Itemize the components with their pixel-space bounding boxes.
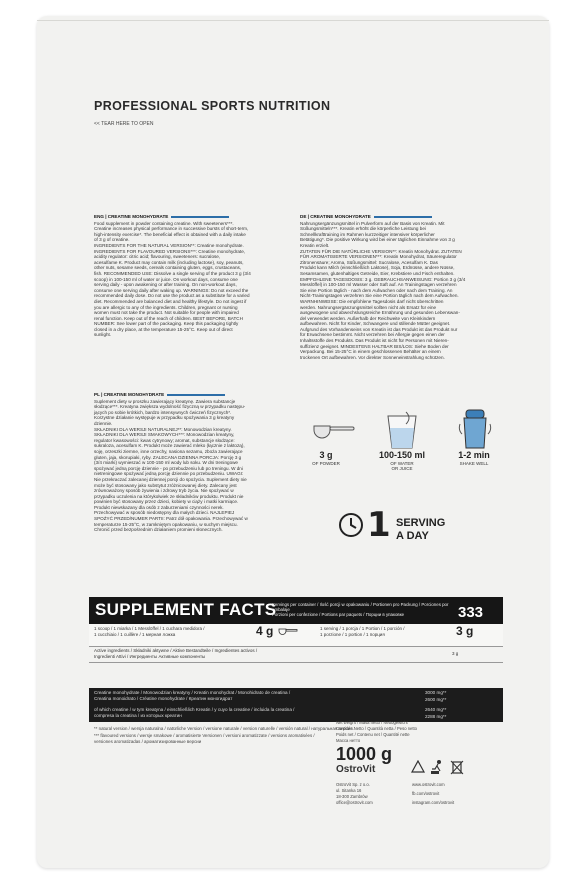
net-line-1: Net weight / Masa netto / Nettogewicht bbox=[336, 720, 408, 725]
de-text-line: WARNHINWEISE: Die empfohlene Tagesdosis darf nicht überschritten bbox=[300, 298, 444, 304]
de-text-line: Zitronensäure; Aroma, Süßungsmittel: Sucralose, Acesulfam K. Das bbox=[300, 259, 438, 265]
eng-text-line: Food supplement in powder containing creatine. With sweeteners***. bbox=[94, 220, 234, 226]
instagram-link[interactable]: instagram.com/ostrovit bbox=[412, 800, 455, 805]
creatine-value-2: 2600 mg** bbox=[425, 697, 447, 702]
pl-text-line: SKŁADNIKI DLA WERSJI NATURALNEJ**: Monowodzian kreatyny. bbox=[94, 426, 232, 432]
pl-text-line: Chronić przed bezpośrednim działaniem promieni słonecznych. bbox=[94, 527, 223, 533]
accent-bar bbox=[171, 216, 229, 218]
de-text-line: suffizienz geeignet. MINDESTENS HALTBAR BIS/LOS: Siehe Boden der bbox=[300, 343, 449, 349]
pl-text-line: jących po sobie krótkich, bardzo intensywnych ćwiczeń fizycznych*. bbox=[94, 409, 232, 415]
containers-value: 333 bbox=[458, 604, 484, 621]
de-section bbox=[300, 214, 498, 360]
eng-text-line: NUMBER: See lower part of the packaging. Keep this packaging tightly bbox=[94, 321, 239, 327]
eng-text-line: serving daily - upon awakening or after training. On non-workout days, bbox=[94, 282, 237, 288]
eng-text-line: recommended daily dose. Do not use the product as a substitute for a varied bbox=[94, 293, 250, 299]
shaker-icon bbox=[458, 408, 492, 450]
pl-text-line: nietreningowe spożywać jedną porcję dziennie po przebudzeniu. UWAGI: bbox=[94, 471, 244, 477]
powder-label: OF POWDER bbox=[312, 461, 340, 466]
de-text-line: Nicht-Trainingstagen verzehren Sie eine Portion täglich nach dem Aufwachen. bbox=[300, 293, 459, 299]
pl-text-line: przypadku uczulenia na którykolwiek ze składników produktu. Produkt nie bbox=[94, 493, 244, 499]
eng-text bbox=[94, 221, 285, 338]
pl-text-line: może być stosowany jako substytut zróżnicowanej diety. Zalecany jest bbox=[94, 482, 237, 488]
facts-title: SUPPLEMENT FACTS bbox=[95, 600, 277, 619]
scoop-value: 4 g bbox=[256, 624, 274, 638]
de-text-line: Kreatin erzielt. bbox=[300, 242, 330, 248]
divider bbox=[89, 662, 503, 663]
de-text-line: trockenen Ort aufbewahren. Vor direkter Sonneneinstrahlung schützen. bbox=[300, 354, 445, 360]
eng-text-line: high-intensity exercise*. The beneficial effect is obtained with a daily intake bbox=[94, 231, 246, 237]
serving-line-1: SERVING bbox=[396, 517, 446, 529]
company-line-3: 18-300 Zambrów bbox=[336, 794, 368, 799]
pl-text-line: zrównoważony sposób żywienia i zdrowy tryb życia. Nie spożywać w bbox=[94, 488, 234, 494]
pl-text-line: Nie przekraczać zalecanej dziennej porcji do spożycia. Suplement diety nie bbox=[94, 476, 247, 482]
de-text-line: Sesamsamen, glutenhaltiges Getreide, Eier, Krebstiere und Fisch enthalten. bbox=[300, 270, 455, 276]
facebook-link[interactable]: fb.com/ostrovit bbox=[412, 791, 440, 796]
eng-section bbox=[94, 214, 285, 338]
water-label-2: OR JUICE bbox=[391, 466, 413, 471]
pl-text-line: Korzystne działanie występuje w przypadku spożywania 3 g kreatyny bbox=[94, 415, 235, 421]
net-line-3: Poids net / Contenu net / Quantité nette bbox=[336, 732, 410, 737]
de-text-line: aufbewahren. Nicht für Kinder, Schwangere und stillende Mütter geeignet. bbox=[300, 321, 451, 327]
eng-text-line: acesulfame K. Product may contain milk (including lactose), soy, peanuts, bbox=[94, 259, 244, 265]
eng-text-line: of 3 g of creatine. bbox=[94, 237, 130, 243]
eng-text-line: renal function. Keep out of the reach of children. BEST BEFORE, BATCH bbox=[94, 315, 243, 321]
serving-line-2: A DAY bbox=[396, 530, 429, 542]
pl-text-line: Przechowywać w sposób niedostępny dla małych dzieci. NAJLEPIEJ bbox=[94, 510, 235, 516]
eng-text-line: INGREDIENTS FOR THE NATURAL VERSION**: Creatine monohydrate. bbox=[94, 242, 244, 248]
de-text-line: FÜR AROMATISIERTE VERSIONEN***: Kreatin Monohydrat, Säureregulator bbox=[300, 254, 457, 260]
scoop-line-1: 1 scoop / 1 miarka / 1 Messlöffel / 1 cuchara medidora / bbox=[94, 626, 205, 631]
creatine-line-2: Creatina monoidrato / Créatine monohydrate / Креатин моногидрат bbox=[94, 696, 233, 701]
brand-line: PROFESSIONAL SPORTS NUTRITION bbox=[94, 99, 331, 113]
of-which-line-2: compresa la creatina / из которых креатин bbox=[94, 713, 182, 718]
serving-value: 3 g bbox=[456, 624, 474, 638]
of-which-value-2: 2288 mg** bbox=[425, 714, 447, 719]
pl-text-line: dziennie. bbox=[94, 420, 113, 426]
clock-icon bbox=[338, 512, 364, 538]
de-text-line: Verpackung. Bei 15-25°C in einem geschlossenen Behälter an einem bbox=[300, 349, 441, 355]
eng-title: ENG | CREATINE MONOHYDRATE bbox=[94, 214, 169, 219]
eng-text-line: diet. Recommended are balanced diet and healthy lifestyle. Do not ingest if bbox=[94, 298, 247, 304]
de-text-line: Sie eine Portion täglich - nach dem Aufwachen oder nach dem Training. An bbox=[300, 287, 453, 293]
company-line-4: office@ostrovit.com bbox=[336, 800, 373, 805]
water-amount: 100-150 ml bbox=[378, 450, 426, 460]
pl-section bbox=[94, 392, 285, 533]
water-label: OF WATER bbox=[390, 461, 414, 466]
company-line-2: ul. Sitanka 16 bbox=[336, 788, 362, 793]
de-text-line: EMPFOHLENE TAGESDOSIS: 3 g. GEBRAUCHSANWEISUNG: Portion 3 g (3/4 bbox=[300, 276, 466, 282]
eng-text-line: fish. RECOMMENDED USE: Dissolve a single serving of the product 3 g (3/4 bbox=[94, 270, 251, 276]
active-line-2: Ingredienti Attivi / Ингредиенты Активные компоненты bbox=[94, 654, 206, 659]
eng-text-line: other nuts, sesame seeds, cereals containing gluten, eggs, crustaceans, bbox=[94, 265, 242, 271]
eng-text-line: scoop) in 100-150 ml of water or juice. On workout days, consume one bbox=[94, 276, 238, 282]
de-text-line: werden. Nahrungsergänzungsmittel sollten nicht als Ersatz für eine bbox=[300, 304, 437, 310]
containers-line-2: Porzioni per confezione / Portions par paquets / Порции в упаковке bbox=[272, 612, 405, 617]
powder-amount: 3 g bbox=[319, 450, 333, 460]
brand-logo: OstroVit bbox=[336, 764, 376, 775]
zip-line bbox=[37, 20, 549, 21]
pl-text-line: powinien być stosowany przez dzieci, kobiety w ciąży i matki karmiące. bbox=[94, 499, 239, 505]
de-text-line: Süßungsmitteln***. Kreatin erhöht die körperliche Leistung bei bbox=[300, 226, 426, 232]
de-text-line: Inhaltsstoffe des Produkts. Das Produkt ist nicht für Personen mit Nieren- bbox=[300, 338, 449, 344]
accent-bar bbox=[374, 216, 432, 218]
containers-line-1: Servings per container / Ilość porcji w opakowaniu / Portionen pro Packung / Porciones por embalaje bbox=[272, 602, 449, 612]
pl-text-line: regulator kwasowości: kwas cytrynowy; aromat, substancje słodzące: bbox=[94, 437, 235, 443]
de-text bbox=[300, 221, 498, 361]
eng-text-line: Creatine increases physical performance in successive bursts of short-term, bbox=[94, 226, 249, 232]
pl-text-line: soję, orzeszki ziemne, inne orzechy, nasiona sezamu, zboża zawierające bbox=[94, 448, 243, 454]
de-text-line: für Erwachsene bestimmt. Nicht verzehren bei Allergie gegen einen der bbox=[300, 332, 445, 338]
eng-text-line: acidity regulator: citric acid; flavouring, sweeteners: sucralose, bbox=[94, 254, 221, 260]
eng-text-line: closed in a dry place, at the temperature 15-25°C. Keep out of direct bbox=[94, 326, 233, 332]
eng-text-line: INGREDIENTS FOR FLAVOURED VERSIONS***: Creatine monohydrate, bbox=[94, 248, 246, 254]
pl-text-line: sukraloza, acesulfam K. Produkt może zawierać mleko (łącznie z laktozą), bbox=[94, 443, 245, 449]
net-line-2: Contidés Netto / Quantità netta / Peso netto bbox=[336, 726, 418, 731]
serving-line-a: 1 serving / 1 porcja / 1 Portion / 1 porción / bbox=[320, 626, 405, 631]
accent-bar bbox=[167, 394, 225, 396]
de-text-line: Aufgrund des Vorhandenseins von Kreatin ist das Produkt ist das Produkt nur bbox=[300, 326, 458, 332]
creatine-value-1: 3000 mg** bbox=[425, 690, 447, 695]
shake-label: SHAKE WELL bbox=[459, 461, 489, 466]
active-line-1: Active ingredients / Składniki aktywne / Aktive Bestandteile / Ingredientes activos / bbox=[94, 648, 258, 653]
pl-text-line: SPOŻYĆ PRZED/NUMER PARTII: Patrz dół opakowania. Przechowywać w bbox=[94, 516, 248, 522]
pl-text-line: (3/4 miarki) wymieszać w 100-150 ml wody lub soku. W dni treningowe bbox=[94, 460, 238, 466]
of-which-value-1: 2640 mg** bbox=[425, 707, 447, 712]
de-text-line: del verwendet werden. Außerhalb der Reichweite von Kleinkindern bbox=[300, 315, 436, 321]
pl-text-line: spożywać jedną porcję dziennie - po przebudzeniu lub po treningu. W dni bbox=[94, 465, 243, 471]
scoop-line-2: 1 cucchiaio / 1 cuillère / 1 мерная ложка bbox=[94, 632, 176, 637]
serving-count: 1 bbox=[367, 505, 391, 545]
serving-line-b: 1 porzione / 1 portion / 1 порция bbox=[320, 632, 385, 637]
pl-text bbox=[94, 399, 285, 533]
tidyman-icon bbox=[430, 759, 444, 775]
pl-text-line: Suplement diety w proszku zawierający kreatynę. Zawiera substancje bbox=[94, 398, 236, 404]
recycle-icon bbox=[410, 760, 426, 774]
eng-text-line: sunlight. bbox=[94, 332, 112, 338]
pl-text-line: gluten, jaja, skorupiaki, ryby. ZALECANA DZIENNA PORCJA: Porcję 3 g bbox=[94, 454, 242, 460]
shake-amount: 1-2 min bbox=[458, 450, 490, 460]
of-which-line-1: of which creatine / w tym kreatyna / einschließlich Kreatin / y cuyo la creatine / incluida la creatina / bbox=[94, 707, 295, 712]
glass-icon bbox=[380, 410, 424, 450]
website-link[interactable]: www.ostrovit.com bbox=[412, 782, 445, 787]
de-text-line: Schnellkrafttraining im Rahmen kurzzeitiger intensiver körperlicher bbox=[300, 231, 435, 237]
scoop-icon bbox=[310, 420, 358, 448]
de-text-line: Messlöffel) in 100-150 ml Wasser oder Saft auf. An Trainingstagen verzehren bbox=[300, 282, 457, 288]
pl-text-line: Produkt niewskazany dla osób z zaburzeniami czynności nerek. bbox=[94, 504, 224, 510]
tear-hint: << TEAR HERE TO OPEN bbox=[94, 121, 154, 127]
serving-text bbox=[396, 517, 445, 543]
pl-text-line: słodzące***. Kreatyna zwiększa wydolność fizyczną w przypadku następu- bbox=[94, 404, 246, 410]
pl-title: PL | CREATINE MONOHYDRATE bbox=[94, 392, 165, 397]
eng-text-line: you are allergic to any of the ingredients. Children, pregnant or nursing bbox=[94, 304, 238, 310]
scoop-icon bbox=[278, 627, 298, 637]
creatine-line-1: Creatine monohydrate / Monowodzian kreatyny / Kreatin monohydrat / Monohidrato de creatina / bbox=[94, 690, 291, 695]
de-text-line: ZUTATEN FÜR DIE NATÜRLICHE VERSION**: Kreatin Monohydrat. ZUTATEN bbox=[300, 248, 462, 254]
de-text-line: Nahrungsergänzungsmittel in Pulverform auf der Basis von Kreatin. Mit bbox=[300, 220, 445, 226]
eng-text-line: women must not take the product. Not suitable for people with impaired bbox=[94, 310, 239, 316]
bin-icon bbox=[450, 759, 464, 775]
de-text-line: Produkt kann Milch (einschließlich Laktose), Soja, Erdnüsse, andere Nüsse, bbox=[300, 265, 455, 271]
de-text-line: Betätigung*. Die positive Wirkung wird bei einer täglichen Einnahme von 3 g bbox=[300, 237, 455, 243]
company-line-1: OstroVit Sp. z o.o. bbox=[336, 782, 370, 787]
net-line-4: Масса нетто bbox=[336, 738, 361, 743]
net-weight: 1000 g bbox=[336, 744, 393, 764]
footnote-3: versiones aromatizadas / ароматизированные версии bbox=[94, 739, 202, 744]
pl-text-line: SKŁADNIKI DLA WERSJI SMAKOWYCH***: Monowodzian kreatyny, bbox=[94, 432, 235, 438]
pl-text-line: temperaturze 15-25°C, w zamkniętym opakowaniu, w suchym miejscu. bbox=[94, 521, 238, 527]
eng-text-line: consume one serving daily after waking up. WARNINGS: Do not exceed the bbox=[94, 287, 249, 293]
footnote-2: *** flavoured versions / wersje smakowe / aromatisierte Versionen / versioni aromatizzate / versions aromatisées / bbox=[94, 733, 315, 738]
footnote-1: ** natural version / wersja naturalna / natürliche Version / versione naturale / version naturelle / versión natural / натуральная версия. bbox=[94, 726, 354, 731]
de-text-line: ausgewogene und abwechslungsreiche Ernährung und gesunden Lebenswan- bbox=[300, 310, 460, 316]
de-title: DE | CREATINE MONOHYDRATE bbox=[300, 214, 371, 219]
active-col: 3 g bbox=[452, 651, 459, 656]
